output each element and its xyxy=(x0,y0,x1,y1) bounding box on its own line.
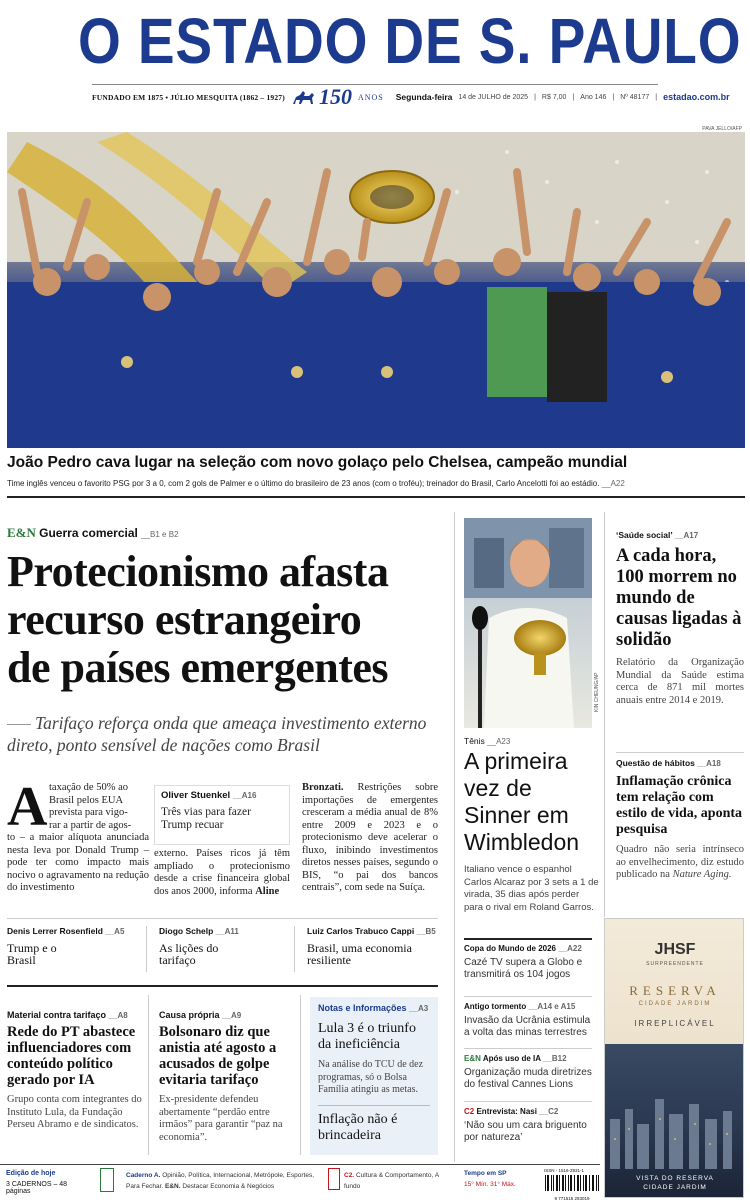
social-title: A cada hora, 100 morrem no mundo de causas ligadas à solidão xyxy=(616,546,742,650)
main-ref: B1 e B2 xyxy=(150,530,179,539)
divider xyxy=(464,938,592,940)
ad-name: RESERVA xyxy=(629,983,721,998)
brief-text: Cazé TV supera a Globo e transmitirá os 104 jogos xyxy=(464,957,583,980)
bottom-story[interactable]: Causa própria __A9 Bolsonaro diz que anistia até agosto a acusados de golpe evitaria tarifaço Ex-presidente defendeu abertamente “perdão entre irmãos” para garantir “paz na economia”. xyxy=(159,1010,297,1144)
barcode-number: 9 771516 293019 xyxy=(554,1196,590,1201)
en-logo: E&N xyxy=(7,525,36,540)
social-ref: A17 xyxy=(683,531,699,540)
issue-number: Nº 48177 xyxy=(620,93,650,101)
opinion-row xyxy=(7,926,438,972)
notes-ref: A3 xyxy=(417,1004,429,1013)
habits-title: Inflamação crônica tem relação com estilo de vida, aponta pesquisa xyxy=(616,774,743,837)
opinion-ref: A5 xyxy=(114,927,125,936)
main-kicker: E&N Guerra comercial __B1 e B2 xyxy=(7,525,179,540)
brief-kicker: Copa do Mundo de 2026 xyxy=(464,944,557,953)
divider xyxy=(464,996,592,997)
habits-kicker: Questão de hábitos xyxy=(616,758,695,768)
brief-text: Invasão da Ucrânia estimula a volta das minas terrestres xyxy=(464,1015,591,1038)
brief-ref: B12 xyxy=(551,1054,567,1063)
edition-label: Edição de hoje xyxy=(6,1170,56,1177)
main-headline-line: de países emergentes xyxy=(7,643,389,692)
habits-text xyxy=(616,844,744,882)
photo-ref: A22 xyxy=(610,479,625,488)
c2-icon xyxy=(328,1168,340,1190)
date: 14 de JULHO de 2025 xyxy=(458,93,529,101)
bottom-ref: A9 xyxy=(230,1011,242,1020)
brief-text: ‘Não sou um cara briguento por natureza’ xyxy=(464,1120,587,1143)
sinner-story[interactable]: Tênis __A23 A primeira vez de Sinner em Wimbledon Italiano vence o espanhol Carlos Alcaraz por 3 sets a 1 de virada, 35 dias após perder para o rival em Roland Garros. xyxy=(464,736,599,913)
sinner-photo xyxy=(464,518,592,728)
habits-journal: Nature Aging. xyxy=(672,869,732,880)
opinion-item[interactable]: Diogo Schelp __A11 As lições do tarifaço xyxy=(147,926,295,972)
main-col-1-lead xyxy=(49,782,149,832)
brief-ref: A22 xyxy=(567,944,582,953)
main-col-2-text: externo. Países ricos já têm ampliado o protecionismo desde a crise financeira global dos anos 2000, informa xyxy=(154,848,290,897)
inset-title: Três vias para fazer Trump recuar xyxy=(161,806,251,831)
sinner-text: Italiano vence o espanhol Carlos Alcaraz por 3 sets a 1 de virada, 35 dias após perder para o rival em Roland Garros. xyxy=(464,864,599,913)
opinion-title: Brasil, uma economia resiliente xyxy=(307,941,412,967)
divider xyxy=(7,985,438,987)
horse-rider-icon xyxy=(291,88,317,106)
main-headline[interactable] xyxy=(7,548,452,692)
habits-text-body: Quadro não seria intrínseco ao envelhecimento, diz estudo publicado na xyxy=(616,844,744,880)
c2-label: C2. xyxy=(344,1172,355,1179)
en-text: Destacar Economia & Negócios xyxy=(182,1183,275,1190)
social-text: Relatório da Organização Mundial da Saúde estima cerca de 871 mil mortes anuais entre 2014 e 2019. xyxy=(616,657,744,706)
divider xyxy=(616,752,744,753)
main-col-3-text: Restrições sobre importações de emergentes cresceram a média anual de 8% entre 2009 e 2023 e o protecionismo deve acelerar o fluxo, inibindo investimentos diretos nesses países, segundo o BIS, “o pai dos bancos centrais”, com sede na Suíça. xyxy=(302,782,438,893)
social-story[interactable]: ‘Saúde social’ __A17 A cada hora, 100 morrem no mundo de causas ligadas à solidão Relatório da Organização Mundial da Saúde estima cerca de 871 mil mortes anuais entre 2014 e 2019. xyxy=(616,530,744,706)
photo-headline[interactable]: João Pedro cava lugar na seleção com novo golaço pelo Chelsea, campeão mundial xyxy=(7,454,628,471)
ad-footer-2: CIDADE JARDIM xyxy=(643,1184,707,1191)
bottom-ref: A8 xyxy=(117,1011,128,1020)
main-col-3 xyxy=(302,782,438,895)
bottom-title: Rede do PT abastece influenciadores com conteúdo político gerado por IA xyxy=(7,1024,136,1088)
brief[interactable]: C2 Entrevista: Nasi __C2 ‘Não sou um cara briguento por natureza’ xyxy=(464,1107,592,1144)
weather-min: 15° Mín. xyxy=(464,1181,489,1188)
brief-kicker: Antigo tormento xyxy=(464,1002,527,1011)
divider xyxy=(300,995,301,1155)
habits-ref: A18 xyxy=(706,759,721,768)
opinion-author: Luiz Carlos Trabuco Cappi xyxy=(307,926,415,936)
masthead-info-line: FUNDADO EM 1875 • JÚLIO MESQUITA (1862 – 1927) 150 ANOS Segunda-feira 14 de JULHO de 2025 | R$ 7,00 | Ano 146 | Nº 48177 | estadao.com.br xyxy=(92,84,730,109)
main-col-1 xyxy=(7,776,149,897)
anniversary-number: 150 xyxy=(318,84,352,109)
bottom-text: Ex-presidente defendeu abertamente “perdão entre irmãos” para garantir “paz na economia”. xyxy=(159,1094,283,1143)
bottom-story[interactable]: Material contra tarifaço __A8 Rede do PT abastece influenciadores com conteúdo político gerado por IA Grupo conta com integrantes do Instituto Lula, da Fundação Perseu Abramo e de sindicatos. xyxy=(7,1010,145,1132)
author-first-name: Aline xyxy=(255,885,280,897)
ad-brand-sub: SURPREENDENTE xyxy=(646,961,704,967)
edition-text: 3 CADERNOS – 48 páginas xyxy=(6,1181,68,1195)
social-kicker: ‘Saúde social’ xyxy=(616,530,673,540)
divider xyxy=(464,1101,592,1102)
cad-a-label: Caderno A. xyxy=(126,1172,161,1179)
notes-title-1: Lula 3 é o triunfo da ineficiência xyxy=(318,1021,416,1052)
main-subhead xyxy=(7,712,452,756)
issn: ISSN - 1516-2931-1 xyxy=(544,1168,585,1173)
photo-credit: PAVA JELLO/AFP xyxy=(702,126,742,132)
photo-caption: Time inglês venceu o favorito PSG por 3 a 0, com 2 gols de Palmer e o último do brasileiro de 23 anos (com o troféu); treinador do Brasil, Carlo Ancelotti foi ao estádio. __A22 xyxy=(7,479,625,488)
year: Ano 146 xyxy=(580,93,607,101)
price: R$ 7,00 xyxy=(541,93,567,101)
site-link[interactable]: estadao.com.br xyxy=(663,92,730,102)
main-col-2 xyxy=(154,848,290,898)
footer-weather xyxy=(464,1170,534,1188)
brief-kicker: Após uso de IA xyxy=(482,1054,541,1063)
opinion-ref: A11 xyxy=(224,927,239,936)
newspaper-title: O ESTADO DE S. PAULO xyxy=(78,5,742,77)
weekday: Segunda-feira xyxy=(395,92,453,102)
brief-ref: A14 e A15 xyxy=(537,1002,576,1011)
brief-ref: C2 xyxy=(548,1107,559,1116)
sinner-ref: A23 xyxy=(496,737,511,746)
sinner-kicker: Tênis xyxy=(464,736,485,746)
opinion-item[interactable]: Luiz Carlos Trabuco Cappi __B5 Brasil, uma economia resiliente xyxy=(307,926,436,967)
en-label: E&N. xyxy=(165,1183,181,1190)
brief-kicker: Entrevista: Nasi xyxy=(476,1107,537,1116)
inset-ref: A16 xyxy=(241,791,257,800)
caderno-a-icon xyxy=(100,1168,114,1192)
weather-label: Tempo em SP xyxy=(464,1170,507,1177)
notes-box[interactable]: Notas e Informações __A3 Lula 3 é o triunfo da ineficiência Na análise do TCU de dez programas, só o Bolsa Família atingiu as metas. Inflação não é brincadeira xyxy=(310,997,438,1155)
bottom-kicker: Causa própria xyxy=(159,1010,220,1020)
footer-rule xyxy=(0,1164,600,1165)
bottom-text: Grupo conta com integrantes do Instituto Lula, da Fundação Perseu Abramo e de sindicatos. xyxy=(7,1094,142,1130)
footer-caderno-a xyxy=(126,1170,316,1192)
masthead xyxy=(0,0,750,80)
en-logo: E&N xyxy=(464,1054,481,1063)
col-line: prevista para vigo- xyxy=(49,807,128,818)
main-subhead-text: Tarifaço reforça onda que ameaça investimento externo direto, ponto sensível de nações como Brasil xyxy=(7,713,427,755)
col-line: taxação de 50% ao xyxy=(49,782,129,793)
c2-logo: C2 xyxy=(464,1107,475,1116)
author-last-name: Bronzati. xyxy=(302,782,344,793)
divider xyxy=(464,1048,592,1049)
divider xyxy=(148,995,149,1155)
ad-footer-1: VISTA DO RESERVA xyxy=(636,1175,714,1182)
notes-text-1: Na análise do TCU de dez programas, só o Bolsa Família atingiu as metas. xyxy=(318,1059,424,1095)
brief[interactable]: Antigo tormento __A14 e A15 Invasão da Ucrânia estimula a volta das minas terrestres xyxy=(464,1002,591,1038)
opinion-item[interactable]: Denis Lerrer Rosenfield __A5 Trump e o Brasil xyxy=(7,926,147,972)
divider xyxy=(7,918,438,919)
weather-max: 31° Máx. xyxy=(490,1181,516,1188)
inset-author-line: Oliver Stuenkel __A16 xyxy=(161,790,257,801)
divider xyxy=(454,512,455,1162)
jhsf-ad[interactable] xyxy=(604,918,744,1198)
opinion-author: Diogo Schelp xyxy=(159,926,214,936)
col-line: Brasil pelos EUA xyxy=(49,794,124,806)
main-headline-line: recurso estrangeiro xyxy=(7,595,362,644)
footer-c2 xyxy=(344,1170,444,1192)
footer-edition xyxy=(6,1170,92,1195)
brief[interactable]: Copa do Mundo de 2026 __A22 Cazé TV supera a Globo e transmitirá os 104 jogos xyxy=(464,944,592,981)
brief-text: Organização muda diretrizes do festival Cannes Lions xyxy=(464,1067,592,1090)
ad-brand: JHSF xyxy=(654,941,696,958)
bottom-title: Bolsonaro diz que anistia até agosto a acusados de golpe evitaria tarifaço xyxy=(159,1024,277,1088)
brief[interactable]: E&N Após uso de IA __B12 Organização muda diretrizes do festival Cannes Lions xyxy=(464,1054,592,1090)
habits-story[interactable]: Questão de hábitos __A18 Inflamação crônica tem relação com estilo de vida, aponta pesquisa Quadro não seria intrínseco ao envelhecimento, diz estudo publicado na Nature Aging. xyxy=(616,758,744,880)
ad-tagline: IRREPLICÁVEL xyxy=(634,1019,716,1028)
photo-caption-text: Time inglês venceu o favorito PSG por 3 a 0, com 2 gols de Palmer e o último do brasileiro de 23 anos (com o troféu); treinador do Brasil, Carlo Ancelotti foi ao estádio. xyxy=(7,479,600,488)
founded-text: FUNDADO EM 1875 • JÚLIO MESQUITA (1862 – 1927) xyxy=(92,92,285,102)
opinion-title: As lições do tarifaço xyxy=(159,941,219,967)
opinion-ref: B5 xyxy=(425,927,436,936)
notes-title-2: Inflação não é brincadeira xyxy=(318,1105,430,1144)
notes-kicker: Notas e Informações xyxy=(318,1003,407,1013)
masthead-rule xyxy=(92,84,658,85)
sinner-photo-credit: KIN CHEUNG/AP xyxy=(594,672,600,712)
sinner-title: A primeira vez de Sinner em Wimbledon xyxy=(464,748,580,855)
main-headline-line: Protecionismo afasta xyxy=(7,547,389,596)
main-col-1-body: to – a maior alíquota anunciada nesta leva por Donald Trump – pode ter como impacto mais nocivo o agravamento na redução do investimento xyxy=(7,832,149,893)
c2-text: Cultura & Comportamento, A fundo xyxy=(344,1172,439,1190)
anniversary-word: ANOS xyxy=(357,92,384,102)
drop-cap: A xyxy=(7,776,48,838)
col-line: rar a partir de agos- xyxy=(49,819,132,831)
divider xyxy=(604,512,605,917)
ad-name-sub: CIDADE JARDIM xyxy=(638,1001,712,1007)
bottom-kicker: Material contra tarifaço xyxy=(7,1010,107,1020)
inset-column-box[interactable] xyxy=(154,785,290,845)
cad-a-text: Opinião, Política, Internacional, Metrópole, Esportes, Para Fechar. xyxy=(126,1172,314,1190)
opinion-author: Denis Lerrer Rosenfield xyxy=(7,926,103,936)
section-rule xyxy=(7,496,745,498)
opinion-title: Trump e o Brasil xyxy=(7,941,57,967)
chelsea-celebration-photo xyxy=(7,132,745,448)
main-section: Guerra comercial xyxy=(39,526,138,540)
barcode xyxy=(544,1175,600,1201)
inset-author: Oliver Stuenkel xyxy=(161,790,231,801)
